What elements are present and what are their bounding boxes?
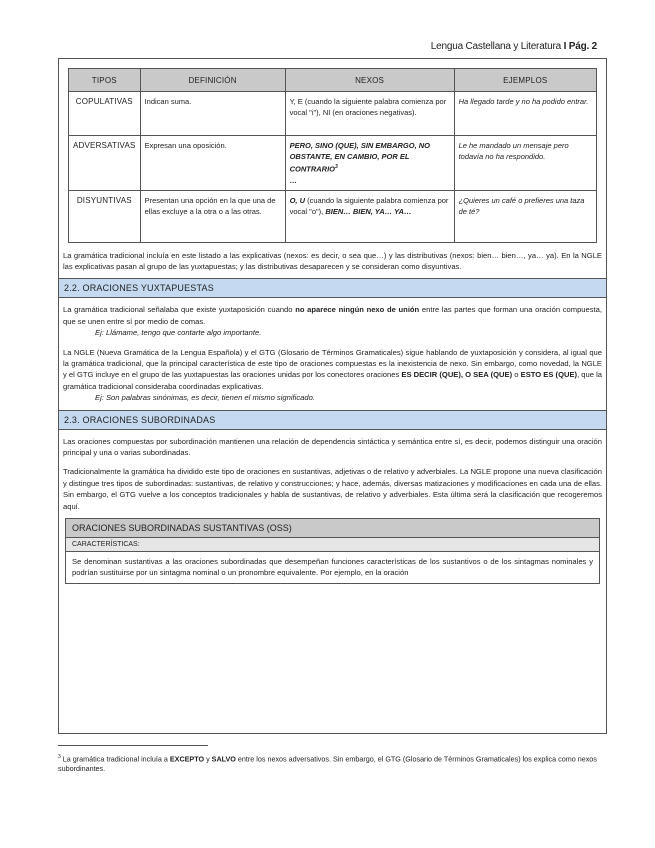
nexos-cell [285,136,454,191]
col-definicion: DEFINICIÓN [140,69,285,92]
oss-subtitle: CARACTERÍSTICAS: [65,538,600,552]
yuxta-paragraph-1 [59,304,606,327]
nexos-text: PERO, SINO (QUE), SIN EMBARGO, NO OBSTANTE, EN CAMBIO, POR EL CONTRARIO [289,141,431,174]
ejemplo-cell: Ha llegado tarde y no ha podido entrar. [454,92,596,136]
text-bold: ESTO ES (QUE) [520,370,578,380]
def-cell: Presentan una opción en la que una de ellas excluye a la otra o a las otras. [140,190,285,242]
text-run: La gramática tradicional señalaba que existe yuxtaposición cuando [63,305,296,315]
table-row [69,190,597,242]
text-bold: ES DECIR (QUE), O SEA (QUE) [401,370,513,380]
table-header-row [69,69,597,92]
text-run: entre las partes que forman una oración compuesta, que se unen entre sí por medio de comas. [63,305,602,326]
nexos-table [68,68,597,243]
tipo-cell: ADVERSATIVAS [69,136,141,191]
ejemplo-cell: Le he mandado un mensaje pero todavía no ha respondido. [454,136,596,191]
oss-body: Se denominan sustantivas a las oraciones subordinadas que desempeñan funciones características de los sustantivos o de los sintagmas nominales y podrían sustituirse por un sintagma nominal o un pronombre equivalente. Por ejemplo, en la oración [65,552,600,584]
oss-title: ORACIONES SUBORDINADAS SUSTANTIVAS (OSS) [65,518,600,538]
footnote-ref: 3 [335,164,338,170]
text-run: , que la gramática tradicional consideraba coordinadas explicativas. [63,370,603,391]
nexos-cell [285,190,454,242]
yuxta-paragraph-2 [59,347,606,393]
text-run: y [204,754,212,764]
col-nexos: NEXOS [285,69,454,92]
yuxta-example-1: Ej: Llámame, tengo que contarte algo importante. [95,328,262,338]
ejemplo-cell: ¿Quieres un café o prefieres una taza de té? [454,190,596,242]
text-run: entre los nexos adversativos. Sin embargo, el GTG (Glosario de Términos Gramaticales) los explica como nexos subordinantes. [58,754,597,774]
col-ejemplos: EJEMPLOS [454,69,596,92]
content-frame [58,58,607,734]
footnote [58,752,607,774]
col-tipos: TIPOS [69,69,141,92]
header-title: Lengua Castellana y Literatura [430,41,561,52]
section-title-subordinadas: 2.3. ORACIONES SUBORDINADAS [59,410,606,430]
nexos-b: (cuando la siguiente palabra comienza por vocal "o"), [289,195,449,216]
section-title-yuxtapuestas: 2.2. ORACIONES YUXTAPUESTAS [59,278,606,298]
tipo-cell: COPULATIVAS [69,92,141,136]
text-bold: SALVO [211,754,236,764]
sub-paragraph-2: Tradicionalmente la gramática ha dividido este tipo de oraciones en sustantivas, adjetivas o de relativo y adverbiales. La NGLE propone una nueva clasificación y distingue tres tipos de subordinadas: sustantivas, de relativo y construcciones; y hace, además, diversas matizaciones y modificaciones en cada una de ellas. Sin embargo, el GTG vuelve a los conceptos tradicionales y habla de sustantivas, de relativo y adverbiales. Esta última será la clasificación que recogeremos aquí. [63,467,602,511]
footnote-divider [58,745,208,746]
text-run: o [512,370,521,380]
note-paragraph: La gramática tradicional incluía en este listado a las explicativas (nexos: es decir, o sea que…) y las distributivas (nexos: bien… bien…, ya… ya). En la NGLE las explicativas pasan al grupo de las yuxtapuestas; y las distributivas desaparecen y se consideran como disyuntivas. [63,250,602,271]
page-header [431,41,597,52]
def-cell: Expresan una oposición. [140,136,285,191]
text-run: La NGLE (Nueva Gramática de la Lengua Española) y el GTG (Glosario de Términos Gramaticales) sigue hablando de yuxtaposición y considera, al igual que la gramática tradicional, que la principal característica de este tipo de oraciones compuestas es la inexistencia de nexo. Sin embargo, como novedad, la NGLE y el GTG incluye en el grupo de las yuxtapuestas las oraciones unidas por los conectores oraciones [63,347,602,380]
nexos-a: O, U [289,195,305,205]
nexos-c: BIEN… BIEN, YA… YA… [325,206,412,216]
tipo-cell: DISYUNTIVAS [69,190,141,242]
text-run: La gramática tradicional incluía a [60,754,170,764]
text-bold: no aparece ningún nexo de unión [295,305,420,315]
yuxta-example-2: Ej: Son palabras sinónimas, es decir, tienen el mismo significado. [95,393,315,403]
text-bold: EXCEPTO [169,754,205,764]
nexos-ellipsis: … [289,175,298,185]
header-page: Pág. 2 [568,41,597,52]
def-cell: Indican suma. [140,92,285,136]
table-row [69,92,597,136]
nexos-cell: Y, E (cuando la siguiente palabra comienza por vocal "i"), NI (en oraciones negativas). [285,92,454,136]
table-row [69,136,597,191]
header-sep: I [560,41,569,52]
footnote-number: 3 [58,754,61,760]
sub-paragraph-1: Las oraciones compuestas por subordinación mantienen una relación de dependencia sintáctica y semántica entre sí, es decir, podemos distinguir una oración principal y una o varias subordinadas. [63,436,602,457]
